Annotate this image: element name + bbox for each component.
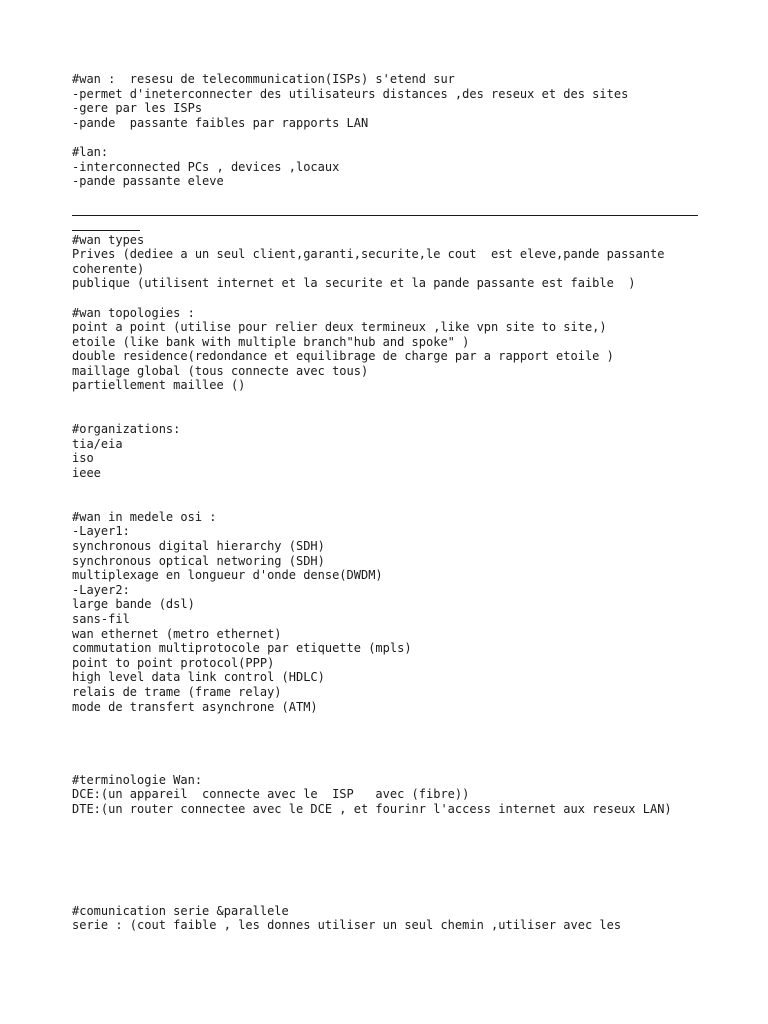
text-line bbox=[72, 495, 702, 510]
text-line bbox=[72, 758, 702, 773]
text-line bbox=[72, 889, 702, 904]
section-heading: #comunication serie &parallele bbox=[72, 903, 289, 918]
text-line: DCE:(un appareil connecte avec le ISP avec (fibre)) bbox=[72, 787, 470, 802]
text-line: synchronous digital hierarchy (SDH) bbox=[72, 539, 325, 553]
text-line bbox=[72, 408, 702, 423]
text-line: coherente) bbox=[72, 261, 145, 276]
document-text bbox=[72, 72, 702, 933]
text-line: high level data link control (HDLC) bbox=[72, 670, 325, 685]
text-line: -permet d'ineterconnecter des utilisateurs distances ,des reseux et des sites bbox=[72, 86, 629, 101]
section-heading: #wan in medele osi : bbox=[72, 509, 217, 524]
text-line: maillage global (tous connecte avec tous) bbox=[72, 363, 369, 378]
text-line: publique (utilisent internet et la securite et la pande passante est faible ) bbox=[72, 276, 636, 291]
text-line: multiplexage en longueur d'onde dense(DWDM) bbox=[72, 568, 383, 583]
text-line bbox=[72, 393, 702, 408]
text-line: -pande passante eleve bbox=[72, 174, 224, 189]
text-line bbox=[72, 831, 702, 846]
section-heading: #organizations: bbox=[72, 422, 181, 437]
text-line bbox=[72, 860, 702, 875]
text-line bbox=[72, 816, 702, 831]
text-line: -interconnected PCs , devices ,locaux bbox=[72, 159, 340, 174]
text-line: -gere par les ISPs bbox=[72, 101, 203, 116]
text-line: relais de trame (frame relay) bbox=[72, 684, 282, 699]
text-line: DTE:(un router connectee avec le DCE , et fourinr l'access internet aux reseux LAN) bbox=[72, 801, 672, 816]
section-heading: #wan types bbox=[72, 232, 145, 247]
text-line: -Layer1: bbox=[72, 524, 130, 539]
text-line bbox=[72, 729, 702, 744]
separator-line-continued bbox=[72, 218, 702, 233]
text-line: wan ethernet (metro ethernet) bbox=[72, 626, 282, 641]
section-heading: #wan : resesu de telecommunication(ISPs) s'etend sur bbox=[72, 72, 455, 86]
text-line: sans-fil bbox=[72, 611, 130, 626]
text-line: partiellement maillee () bbox=[72, 378, 246, 393]
text-line bbox=[72, 481, 702, 496]
text-line bbox=[72, 714, 702, 729]
section-heading: #lan: bbox=[72, 144, 109, 159]
text-line: synchronous optical networing (SDH) bbox=[72, 553, 325, 568]
text-line: iso bbox=[72, 451, 94, 466]
text-line: double residence(redondance et equilibrage de charge par a rapport etoile ) bbox=[72, 349, 614, 364]
text-line bbox=[72, 845, 702, 860]
text-line bbox=[72, 291, 702, 306]
text-line: point to point protocol(PPP) bbox=[72, 655, 275, 670]
text-line: serie : (cout faible , les donnes utiliser un seul chemin ,utiliser avec les bbox=[72, 918, 622, 933]
text-line: -Layer2: bbox=[72, 582, 130, 597]
text-line: -pande passante faibles par rapports LAN bbox=[72, 115, 369, 130]
section-heading: #terminologie Wan: bbox=[72, 772, 203, 787]
text-line bbox=[72, 130, 702, 145]
text-line bbox=[72, 875, 702, 890]
text-line: etoile (like bank with multiple branch"hub and spoke" ) bbox=[72, 334, 470, 349]
text-line: ieee bbox=[72, 466, 101, 481]
text-line: commutation multiprotocole par etiquette (mpls) bbox=[72, 641, 412, 656]
text-line: point a point (utilise pour relier deux termineux ,like vpn site to site,) bbox=[72, 320, 607, 335]
text-line bbox=[72, 743, 702, 758]
section-heading: #wan topologies : bbox=[72, 305, 195, 320]
text-line: large bande (dsl) bbox=[72, 597, 195, 612]
text-line: mode de transfert asynchrone (ATM) bbox=[72, 699, 318, 714]
text-line bbox=[72, 189, 702, 204]
text-line: tia/eia bbox=[72, 436, 123, 451]
text-line: Prives (dediee a un seul client,garanti,securite,le cout est eleve,pande passante bbox=[72, 247, 665, 262]
separator-line bbox=[72, 203, 702, 218]
